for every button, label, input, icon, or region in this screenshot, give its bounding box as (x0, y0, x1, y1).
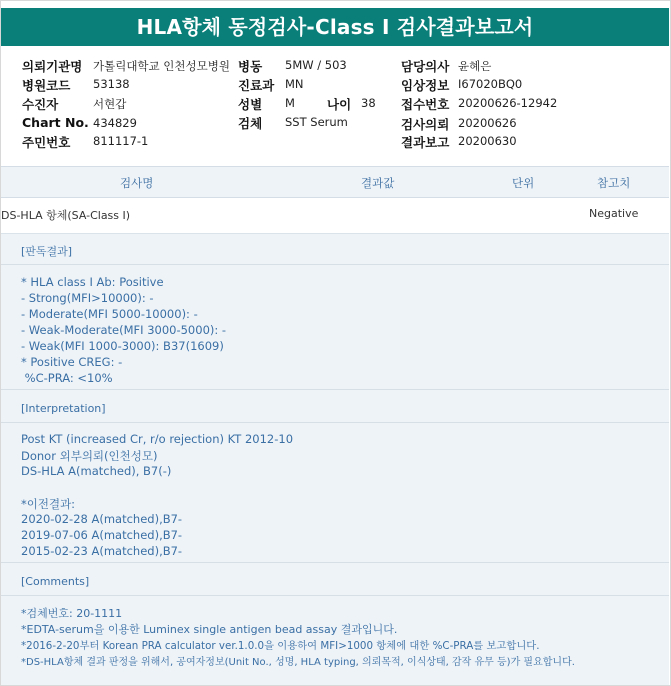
interpretation-line: 2019-07-06 A(matched),B7- (21, 528, 183, 542)
divider (1, 389, 669, 390)
age-value: 38 (361, 96, 376, 110)
request-date-label: 검사의뢰 (401, 117, 450, 132)
sex-value: M (285, 96, 295, 110)
doctor-label: 담당의사 (401, 59, 450, 74)
ward-value: 5MW / 503 (285, 58, 347, 72)
divider (1, 562, 669, 563)
patient-name-label: 수진자 (22, 97, 59, 112)
hospital-code-value: 53138 (93, 77, 130, 91)
clinical-info-label: 임상정보 (401, 78, 450, 93)
comment-line: *EDTA-serum을 이용한 Luminex single antigen bead assay 결과입니다. (21, 623, 398, 636)
header-unit: 단위 (512, 176, 535, 190)
interpretation-line: DS-HLA A(matched), B7(-) (21, 464, 172, 478)
row-test-name: DS-HLA 항체(SA-Class I) (1, 209, 131, 222)
ward-label: 병동 (238, 59, 263, 74)
header-reference: 참고치 (597, 176, 631, 190)
institution-label: 의뢰기관명 (22, 59, 83, 74)
age-label: 나이 (327, 97, 352, 112)
row-reference: Negative (589, 207, 639, 220)
hospital-code-label: 병원코드 (22, 78, 71, 93)
clinical-info-value: I67020BQ0 (458, 77, 523, 91)
chart-no-label: Chart No. (22, 115, 89, 130)
interpretation-line: 2020-02-28 A(matched),B7- (21, 512, 183, 526)
judgment-line: - Moderate(MFI 5000-10000): - (21, 307, 198, 321)
comment-line: *DS-HLA항체 결과 판정을 위해서, 공여자정보(Unit No., 성명, HLA typing, 의뢰목적, 이식상태, 감작 유무 등)가 필요합니다. (21, 657, 575, 668)
patient-name-value: 서현갑 (93, 97, 127, 111)
id-no-label: 주민번호 (22, 135, 71, 150)
receipt-no-label: 접수번호 (401, 97, 450, 112)
interpretation-line: *이전결과: (21, 497, 76, 511)
interpretation-line: Post KT (increased Cr, r/o rejection) KT 2012-10 (21, 432, 294, 446)
specimen-label: 검체 (238, 116, 263, 131)
doctor-value: 윤혜은 (458, 59, 492, 73)
receipt-no-value: 20200626-12942 (458, 96, 558, 110)
divider (1, 595, 669, 596)
judgment-line: * HLA class I Ab: Positive (21, 275, 164, 289)
judgment-line: - Weak-Moderate(MFI 3000-5000): - (21, 323, 227, 337)
institution-value: 가톨릭대학교 인천성모병원 (93, 59, 230, 73)
report-body (1, 233, 669, 685)
result-table-header (1, 166, 669, 198)
chart-no-value: 434829 (93, 116, 137, 130)
interpretation-line: Donor 외부의뢰(인천성모) (21, 449, 158, 463)
id-no-value: 811117-1 (93, 134, 149, 148)
table-row (1, 197, 669, 233)
judgment-line: - Strong(MFI>10000): - (21, 291, 154, 305)
interpretation-header: [Interpretation] (21, 402, 106, 415)
header-result: 결과값 (361, 176, 395, 190)
judgment-line: %C-PRA: <10% (21, 371, 113, 385)
comment-line: *검체번호: 20-1111 (21, 607, 123, 620)
comments-header: [Comments] (21, 575, 90, 588)
dept-label: 진료과 (238, 78, 275, 93)
judgment-line: * Positive CREG: - (21, 355, 123, 369)
header-test-name: 검사명 (120, 176, 154, 190)
report-date-value: 20200630 (458, 134, 517, 148)
judgment-line: - Weak(MFI 1000-3000): B37(1609) (21, 339, 224, 353)
divider (1, 422, 669, 423)
report-date-label: 결과보고 (401, 135, 450, 150)
request-date-value: 20200626 (458, 116, 517, 130)
sex-label: 성별 (238, 97, 263, 112)
divider (1, 264, 669, 265)
specimen-value: SST Serum (285, 115, 348, 129)
patient-info-block (0, 54, 671, 166)
dept-value: MN (285, 77, 304, 91)
judgment-header: [판독결과] (21, 245, 73, 258)
report-title: HLA항체 동정검사-Class I 검사결과보고서 (1, 8, 669, 46)
interpretation-line: 2015-02-23 A(matched),B7- (21, 544, 183, 558)
comment-line: *2016-2-20부터 Korean PRA calculator ver.1.0.0을 이용하여 MFI>1000 항체에 대한 %C-PRA를 보고합니다. (21, 640, 540, 652)
